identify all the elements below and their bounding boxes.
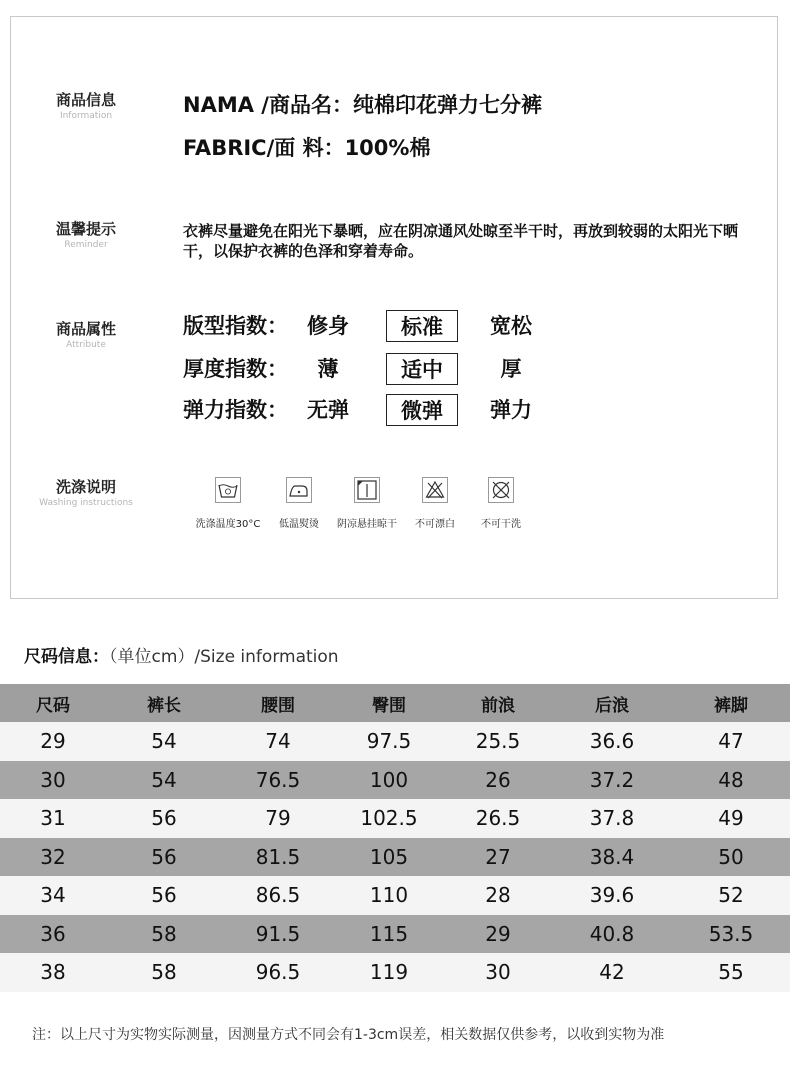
table-row [0, 915, 790, 954]
table-cell: 31 [40, 806, 66, 831]
table-cell: 26.5 [475, 806, 521, 831]
table-cell: 53.5 [708, 921, 754, 946]
wash-30-icon [215, 477, 241, 503]
table-cell: 30 [40, 767, 66, 792]
size-info-title-bold: 尺码信息： [24, 647, 109, 667]
table-cell: 37.2 [589, 767, 635, 792]
attribute-name: 版型指数： [183, 314, 288, 338]
section-label-attribute [11, 318, 161, 350]
attribute-row-elasticity [183, 394, 583, 426]
table-cell: 48 [718, 767, 744, 792]
table-header-cell: 腰围 [261, 695, 295, 716]
table-cell: 96.5 [255, 960, 301, 985]
table-header-cell: 裤长 [147, 695, 181, 716]
table-cell: 32 [40, 844, 66, 869]
attribute-row-thickness [183, 353, 583, 385]
wash-label: 洗涤温度30°C [195, 519, 261, 530]
wash-label: 阴凉悬挂晾干 [337, 519, 397, 530]
table-row [0, 799, 790, 838]
line-dry-shade-icon [354, 477, 380, 503]
table-cell: 56 [151, 844, 177, 869]
table-cell: 58 [151, 921, 177, 946]
section-subtitle: Attribute [66, 340, 106, 350]
size-note: 注：以上尺寸为实物实际测量，因测量方式不同会有1-3cm误差，相关数据仅供参考，以收到实物为准 [32, 1027, 665, 1043]
table-cell: 27 [485, 844, 511, 869]
attribute-option: 宽松 [490, 314, 532, 338]
table-cell: 56 [151, 883, 177, 908]
table-row [0, 953, 790, 992]
table-cell: 47 [718, 729, 744, 754]
table-cell: 56 [151, 806, 177, 831]
table-cell: 91.5 [255, 921, 301, 946]
table-cell: 37.8 [589, 806, 635, 831]
section-label-information [11, 89, 161, 121]
table-header-cell: 后浪 [595, 695, 629, 716]
wash-item [190, 477, 266, 530]
table-cell: 105 [369, 844, 409, 869]
wash-item [463, 477, 539, 530]
wash-label: 不可漂白 [415, 519, 455, 530]
section-subtitle: Information [59, 111, 113, 121]
table-cell: 110 [369, 883, 409, 908]
table-cell: 119 [369, 960, 409, 985]
attribute-name: 弹力指数： [183, 398, 288, 422]
table-cell: 54 [151, 767, 177, 792]
table-cell: 97.5 [366, 729, 412, 754]
iron-low-icon [286, 477, 312, 503]
size-info-title [24, 642, 339, 667]
wash-item [261, 477, 337, 530]
product-info-panel [10, 16, 778, 599]
attribute-option-selected: 适中 [386, 353, 458, 385]
wash-item [397, 477, 473, 530]
section-subtitle: Washing instructions [39, 498, 133, 508]
table-cell: 86.5 [255, 883, 301, 908]
table-header-cell: 臀围 [372, 695, 406, 716]
table-cell: 102.5 [360, 806, 418, 831]
table-header-row [0, 684, 790, 722]
table-cell: 42 [599, 960, 625, 985]
table-header-cell: 尺码 [36, 695, 70, 716]
section-title: 温馨提示 [55, 220, 116, 238]
table-cell: 36.6 [589, 729, 635, 754]
table-cell: 55 [718, 960, 744, 985]
table-cell: 26 [485, 767, 511, 792]
section-title: 商品信息 [55, 91, 116, 109]
fabric-line: FABRIC/面 料：100%棉 [183, 136, 431, 160]
table-cell: 25.5 [475, 729, 521, 754]
attribute-option: 薄 [317, 357, 339, 381]
table-row [0, 838, 790, 877]
table-cell: 58 [151, 960, 177, 985]
attribute-option: 厚 [500, 357, 522, 381]
no-bleach-icon [422, 477, 448, 503]
table-cell: 36 [40, 921, 66, 946]
table-cell: 49 [718, 806, 744, 831]
section-label-reminder [11, 218, 161, 250]
wash-label: 不可干洗 [481, 519, 521, 530]
table-row [0, 876, 790, 915]
attribute-option: 修身 [307, 314, 349, 338]
table-cell: 50 [718, 844, 744, 869]
reminder-text: 衣裤尽量避免在阳光下暴晒，应在阴凉通风处晾至半干时，再放到较弱的太阳光下晒干，以保护衣裤的色泽和穿着寿命。 [183, 222, 739, 260]
attribute-option: 无弹 [307, 398, 349, 422]
table-row [0, 761, 790, 800]
section-title: 洗涤说明 [55, 478, 116, 496]
table-cell: 54 [151, 729, 177, 754]
table-cell: 29 [485, 921, 511, 946]
size-info-title-unit: （单位cm）/Size information [109, 647, 339, 667]
table-cell: 30 [485, 960, 511, 985]
attribute-row-fit [183, 310, 583, 342]
wash-label: 低温熨烫 [279, 519, 319, 530]
table-cell: 29 [40, 729, 66, 754]
wash-item [329, 477, 405, 530]
no-dry-clean-icon [488, 477, 514, 503]
product-name-line: NAMA /商品名：纯棉印花弹力七分裤 [183, 93, 542, 117]
table-cell: 34 [40, 883, 66, 908]
attribute-option: 弹力 [490, 398, 532, 422]
section-label-washing [11, 476, 161, 508]
table-cell: 52 [718, 883, 744, 908]
table-cell: 115 [369, 921, 409, 946]
table-cell: 38.4 [589, 844, 635, 869]
table-cell: 28 [485, 883, 511, 908]
attribute-option-selected: 微弹 [386, 394, 458, 426]
table-cell: 81.5 [255, 844, 301, 869]
table-cell: 100 [369, 767, 409, 792]
section-title: 商品属性 [55, 320, 116, 338]
table-cell: 40.8 [589, 921, 635, 946]
table-cell: 74 [265, 729, 291, 754]
attribute-name: 厚度指数： [183, 357, 288, 381]
table-cell: 79 [265, 806, 291, 831]
table-row [0, 722, 790, 761]
table-cell: 38 [40, 960, 66, 985]
table-cell: 39.6 [589, 883, 635, 908]
table-header-cell: 前浪 [481, 695, 515, 716]
table-cell: 76.5 [255, 767, 301, 792]
section-subtitle: Reminder [64, 240, 108, 250]
table-header-cell: 裤脚 [714, 695, 748, 716]
size-table [0, 684, 790, 992]
attribute-option-selected: 标准 [386, 310, 458, 342]
